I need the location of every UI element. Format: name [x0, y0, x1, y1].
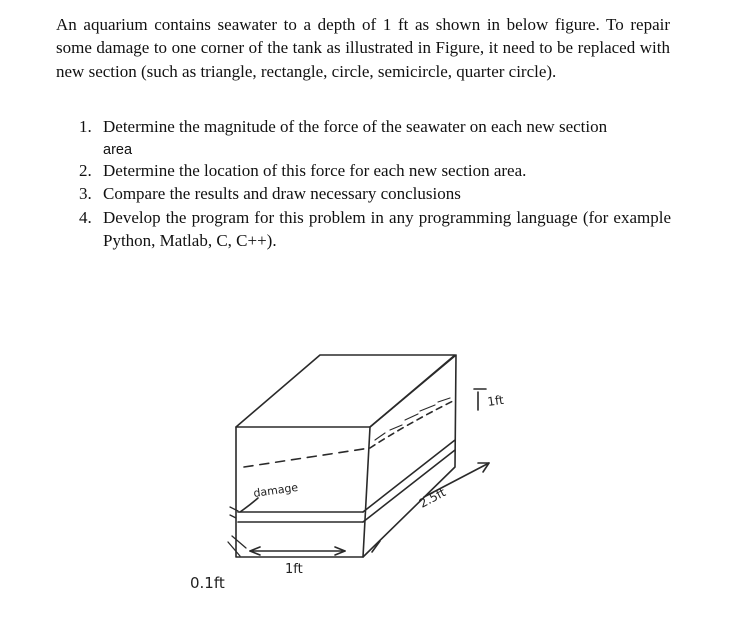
- question-number: 1.: [79, 117, 92, 136]
- damage-pointer: [240, 498, 258, 512]
- damage-line-side: [363, 440, 455, 512]
- depth-dimension-bracket: [474, 389, 486, 410]
- question-number: 2.: [79, 161, 92, 180]
- question-text: Compare the results and draw necessary conclusions: [103, 184, 461, 203]
- water-line-side: [370, 400, 455, 448]
- water-line-front: [244, 448, 370, 467]
- question-number: 3.: [79, 184, 92, 203]
- depth-label: 1ft: [486, 392, 505, 409]
- question-text-continuation: area: [103, 142, 133, 158]
- question-text: Determine the location of this force for each new section area.: [103, 161, 527, 180]
- question-number: 4.: [79, 208, 92, 227]
- corner-dimension-marks: [228, 536, 246, 556]
- question-text: Determine the magnitude of the force of the seawater on each new section: [103, 117, 608, 136]
- water-shading: [375, 398, 450, 440]
- corner-label: 0.1ft: [190, 574, 225, 592]
- damage-label: damage: [252, 480, 299, 500]
- tank-side-face: [363, 355, 456, 557]
- problem-statement: An aquarium contains seawater to a depth of 1 ft as shown in below figure. To repair some damage to one corner of the tank as illustrated in Figure, it need to be replaced with new section (such as triangle, rectangle, circle, semicircle, quarter circle).: [56, 15, 670, 81]
- tank-top-face: [236, 355, 455, 427]
- question-text: Develop the program for this problem in any programming language (for example Python, Matlab, C, C++).: [103, 208, 671, 250]
- width-label: 2.5ft: [416, 485, 448, 511]
- length-label: 1ft: [285, 562, 303, 577]
